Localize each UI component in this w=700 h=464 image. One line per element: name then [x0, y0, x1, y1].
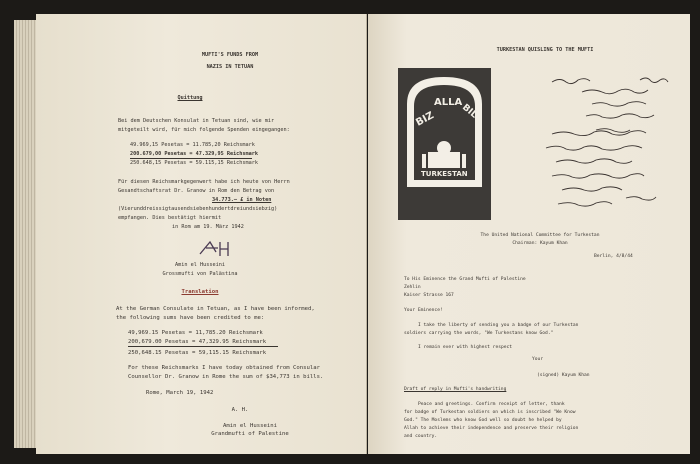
de-body-4: (Vierunddreissigtausendsiebenhundertdreiundsiebzig) [118, 206, 278, 212]
de-row-2: 200.679,00 Pesetas = 47.329,95 Reichsmark [130, 151, 259, 157]
draft-line-1: Peace and greetings. Confirm receipt of letter, thank [418, 402, 565, 407]
draft-line-3: God." The Moslems who know God well so doubt he helped by [404, 418, 562, 423]
closing-yours: Your [532, 357, 544, 362]
body-line-2: soldiers carrying the words, "We Turkestans know God." [404, 331, 554, 336]
address-line-2: Zehlin [404, 285, 421, 290]
draft-line-2: for badge of Turkestan soldiers on which is inscribed "We Know [404, 410, 576, 415]
address-line-3: Kaiser Strasse 167 [404, 293, 454, 298]
en-sum-rule [128, 346, 278, 347]
turkestan-badge-image [398, 68, 491, 220]
heading-translation: Translation [181, 289, 219, 295]
de-body-6: in Rom am 19. März 1942 [172, 224, 244, 230]
signed-kayum-khan: (signed) Kayum Khan [537, 373, 590, 378]
signature-title-de: Grossmufti von Palästina [162, 271, 238, 277]
en-row-2: 200,679.00 Pesetas = 47,329.95 Reichsmark [128, 339, 267, 345]
draft-line-4: Allah to achieve their independence and preserve their religion [404, 426, 579, 431]
caption-committee: The United National Committee for Turkestan [480, 233, 600, 238]
right-letter-date: Berlin, 4/8/44 [594, 254, 633, 259]
body-line-3: I remain ever with highest respect [418, 345, 513, 350]
draft-line-5: and country. [404, 434, 438, 439]
de-intro-line2: mitgeteilt wird, für mich folgende Spenden eingegangen: [118, 127, 290, 133]
svg-text:TURKESTAN: TURKESTAN [421, 170, 468, 178]
de-row-3: 250.648,15 Pesetas = 59.115,15 Reichsmark [130, 160, 259, 166]
de-body-amount: 34.773.— £ in Noten [212, 197, 272, 203]
salutation: Your Eminence! [404, 308, 443, 313]
arabic-handwriting-image [522, 72, 680, 222]
en-intro-line1: At the German Consulate in Tetuan, as I have been informed, [116, 306, 315, 312]
de-body-2: Gesandtschaftsrat Dr. Granow in Rom den Betrag von [118, 188, 275, 194]
de-sum-rule [130, 158, 252, 159]
en-intro-line2: the following sums have been credited to me: [116, 315, 265, 321]
draft-heading: Draft of reply in Mufti's handwriting [404, 387, 507, 392]
left-title-line2: NAZIS IN TETUAN [206, 64, 254, 70]
signature-name-de: Amin el Husseini [175, 262, 225, 268]
closing-name: Amin el Husseini [223, 423, 277, 429]
book-page-edges [14, 20, 38, 448]
en-row-1: 49,969.15 Pesetas = 11,785.20 Reichsmark [128, 330, 263, 336]
de-body-5: empfangen. Dies bestätigt hiermit [118, 215, 222, 221]
en-body-2: Counsellor Dr. Granow in Rome the sum of $34,773 in bills. [128, 374, 324, 380]
en-row-3: 250,648.15 Pesetas = 59,115.15 Reichsmark [128, 350, 267, 356]
closing-initials: A. H. [231, 407, 249, 413]
de-intro-line1: Bei dem Deutschen Konsulat in Tetuan sind, wie mir [118, 118, 275, 124]
closing-title: Grandmufti of Palestine [211, 431, 289, 437]
right-title: TURKESTAN QUISLING TO THE MUFTI [496, 47, 594, 53]
svg-text:ALLA: ALLA [434, 97, 463, 108]
left-page [36, 14, 367, 454]
de-body-1: Für diesen Reichsmarkgegenwert habe ich heute von Herrn [118, 179, 290, 185]
svg-text:BILI: BILI [460, 102, 482, 123]
en-body-1: For these Reichsmarks I have today obtained from Consular [128, 365, 320, 371]
signature-mark [196, 238, 232, 258]
letter-date: Rome, March 19, 1942 [146, 390, 214, 396]
caption-chairman: Chairman: Kayum Khan [512, 241, 568, 246]
left-title-line1: MUFTI'S FUNDS FROM [201, 52, 259, 58]
body-line-1: I take the liberty of sending you a badge of our Turkestan [418, 323, 579, 328]
svg-text:BIZ: BIZ [414, 110, 436, 129]
heading-quittung: Quittung [177, 95, 203, 101]
de-row-1: 49.969,15 Pesetas = 11.785,20 Reichsmark [130, 142, 255, 148]
address-line-1: To His Eminence the Grand Mufti of Palestine [404, 277, 526, 282]
